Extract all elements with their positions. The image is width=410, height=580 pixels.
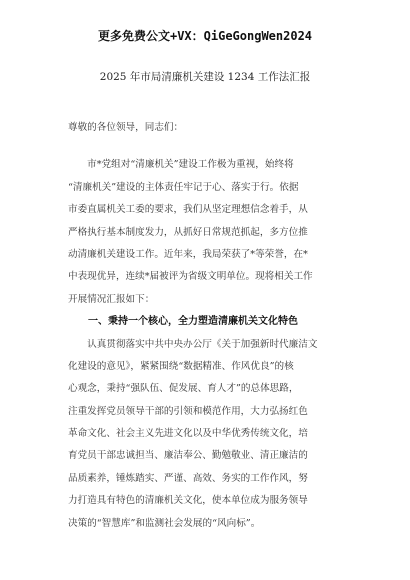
paragraph-line: 育党员干部忠诚担当、廉洁奉公、勤勉敬业、清正廉洁的 — [68, 450, 308, 462]
paragraph-line: “清廉机关”建设的主体责任牢记于心、落实于行。依据 — [68, 181, 299, 193]
document-title: 2025 年市局清廉机关建设 1234 工作法汇报 — [99, 71, 311, 83]
paragraph-line: 动清廉机关建设工作。近年来，我局荣获了*等荣誉，在* — [68, 248, 308, 260]
paragraph-line: 开展情况汇报如下： — [68, 293, 155, 305]
paragraph-line: 革命文化、社会主义先进文化以及中华优秀传统文化，培 — [68, 428, 308, 440]
paragraph-line: 决策的“智慧库”和监测社会发展的“风向标”。 — [68, 517, 261, 529]
paragraph-line: 市委直属机关工委的要求，我们从坚定理想信念着手，从 — [68, 204, 308, 216]
paragraph-line: 认真贯彻落实中共中央办公厅《关于加强新时代廉洁文 — [68, 338, 318, 350]
paragraph-line: 中表现优异，连续*届被评为省级文明单位。现将相关工作 — [68, 271, 313, 283]
paragraph-line: 化建设的意见》，紧紧围绕“数据精准、作风优良”的核 — [68, 360, 294, 372]
salutation: 尊敬的各位领导，同志们： — [68, 122, 184, 133]
paragraph-line: 力打造具有特色的清廉机关文化，使本单位成为服务领导 — [68, 495, 308, 507]
watermark-text: 更多免费公文+VX：QiGeGongWen2024 — [97, 29, 313, 43]
paragraph-line: 心观念，秉持“强队伍、促发展、育人才”的总体思路， — [68, 383, 299, 395]
document-body — [68, 117, 354, 535]
paragraph-line: 注重发挥党员领导干部的引领和模范作用，大力弘扬红色 — [68, 405, 308, 417]
paragraph-line: 品质素养，锤炼踏实、严谨、高效、务实的工作作风，努 — [68, 472, 308, 484]
section-heading: 一、秉持一个核心，全力塑造清廉机关文化特色 — [68, 316, 298, 328]
paragraph-line: 严格执行基本制度发力，从抓好日常规范抓起，多方位推 — [68, 226, 308, 238]
paragraph-line: 市*党组对“清廉机关”建设工作极为重视，始终将 — [68, 159, 294, 171]
blank-line — [68, 139, 354, 154]
